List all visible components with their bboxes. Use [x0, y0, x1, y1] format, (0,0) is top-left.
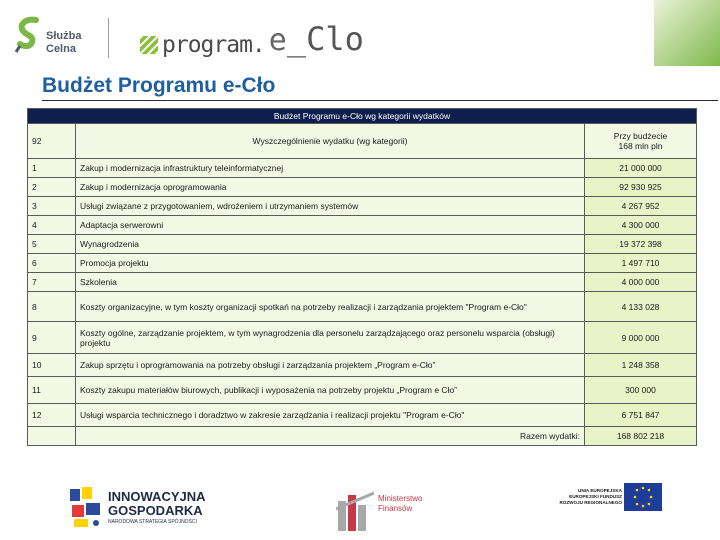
row-description: Szkolenia	[76, 273, 585, 292]
ministerstwo-finansow-wordmark: Ministerstwo Finansów	[378, 494, 423, 513]
table-row	[28, 377, 697, 404]
row-value: 1 248 358	[584, 354, 696, 377]
table-row	[28, 197, 697, 216]
row-value: 4 300 000	[584, 216, 696, 235]
row-number: 4	[28, 216, 76, 235]
unia-europejska-wordmark: UNIA EUROPEJSKA EUROPEJSKI FUNDUSZ ROZWOJU REGIONALNEGO	[559, 488, 622, 505]
table-row	[28, 404, 697, 427]
header-description: Wyszczególnienie wydatku (wg kategorii)	[76, 124, 585, 159]
total-spacer	[28, 427, 76, 446]
table-row	[28, 216, 697, 235]
table-caption: Budżet Programu e-Cło wg kategorii wydatków	[28, 109, 697, 124]
row-description: Koszty organizacyjne, w tym koszty organizacji spotkań na potrzeby realizacji i zarządzania projektem "Program e-Cło"	[76, 292, 585, 322]
table-row	[28, 159, 697, 178]
table-row	[28, 273, 697, 292]
total-value: 168 802 218	[584, 427, 696, 446]
row-description: Adaptacja serwerowni	[76, 216, 585, 235]
row-value: 6 751 847	[584, 404, 696, 427]
row-number: 2	[28, 178, 76, 197]
budget-table	[27, 108, 697, 446]
ministerstwo-finansow-logo-icon	[336, 489, 374, 531]
innowacyjna-gospodarka-logo-icon	[66, 485, 104, 529]
program-stripes-icon	[140, 36, 158, 54]
header	[0, 0, 720, 70]
table-row	[28, 235, 697, 254]
row-value: 4 267 952	[584, 197, 696, 216]
header-value: Przy budżecie 168 mln pln	[584, 124, 696, 159]
program-eclo-logo: program. e _Clo	[140, 20, 364, 58]
row-value: 1 497 710	[584, 254, 696, 273]
table-row	[28, 322, 697, 354]
row-description: Wynagrodzenia	[76, 235, 585, 254]
table-row	[28, 254, 697, 273]
row-description: Koszty zakupu materiałów biurowych, publikacji i wyposażenia na potrzeby projektu „Program e Cło”	[76, 377, 585, 404]
total-label: Razem wydatki:	[76, 427, 585, 446]
row-number: 12	[28, 404, 76, 427]
row-number: 11	[28, 377, 76, 404]
row-number: 3	[28, 197, 76, 216]
table-header-row	[28, 124, 697, 159]
row-number: 1	[28, 159, 76, 178]
sluzba-celna-wordmark: Służba Celna	[46, 30, 82, 55]
row-number: 6	[28, 254, 76, 273]
total-row	[28, 427, 697, 446]
row-value: 92 930 925	[584, 178, 696, 197]
row-number: 8	[28, 292, 76, 322]
row-number: 10	[28, 354, 76, 377]
eu-flag-icon	[624, 483, 662, 511]
innowacyjna-gospodarka-wordmark: INNOWACYJNA GOSPODARKA NARODOWA STRATEGIA SPÓJNOŚCI	[108, 489, 206, 525]
row-description: Zakup sprzętu i oprogramowania na potrzeby obsługi i zarządzania projektem „Program e-Cło”	[76, 354, 585, 377]
row-description: Usługi wsparcia technicznego i doradztwo w zakresie zarządzania i realizacji projektu "Program e-Cło"	[76, 404, 585, 427]
row-description: Zakup i modernizacja infrastruktury teleinformatycznej	[76, 159, 585, 178]
header-divider	[108, 18, 109, 58]
row-description: Usługi związane z przygotowaniem, wdrożeniem i utrzymaniem systemów	[76, 197, 585, 216]
row-value: 4 133 028	[584, 292, 696, 322]
row-value: 19 372 398	[584, 235, 696, 254]
title-underline	[42, 100, 718, 101]
row-description: Promocja projektu	[76, 254, 585, 273]
row-number: 5	[28, 235, 76, 254]
table-row	[28, 292, 697, 322]
table-row	[28, 178, 697, 197]
table-row	[28, 354, 697, 377]
sluzba-celna-logo-icon	[14, 16, 48, 54]
table-caption-row	[28, 109, 697, 124]
row-value: 4 000 000	[584, 273, 696, 292]
header-num: 92	[28, 124, 76, 159]
corner-decoration	[654, 0, 720, 66]
row-value: 300 000	[584, 377, 696, 404]
page-title: Budżet Programu e-Cło	[42, 74, 276, 97]
row-value: 9 000 000	[584, 322, 696, 354]
row-description: Zakup i modernizacja oprogramowania	[76, 178, 585, 197]
row-number: 7	[28, 273, 76, 292]
row-description: Koszty ogólne, zarządzanie projektem, w tym wynagrodzenia dla personelu zarządzającego oraz personelu wsparcia (obsługi) projektu	[76, 322, 585, 354]
row-value: 21 000 000	[584, 159, 696, 178]
row-number: 9	[28, 322, 76, 354]
